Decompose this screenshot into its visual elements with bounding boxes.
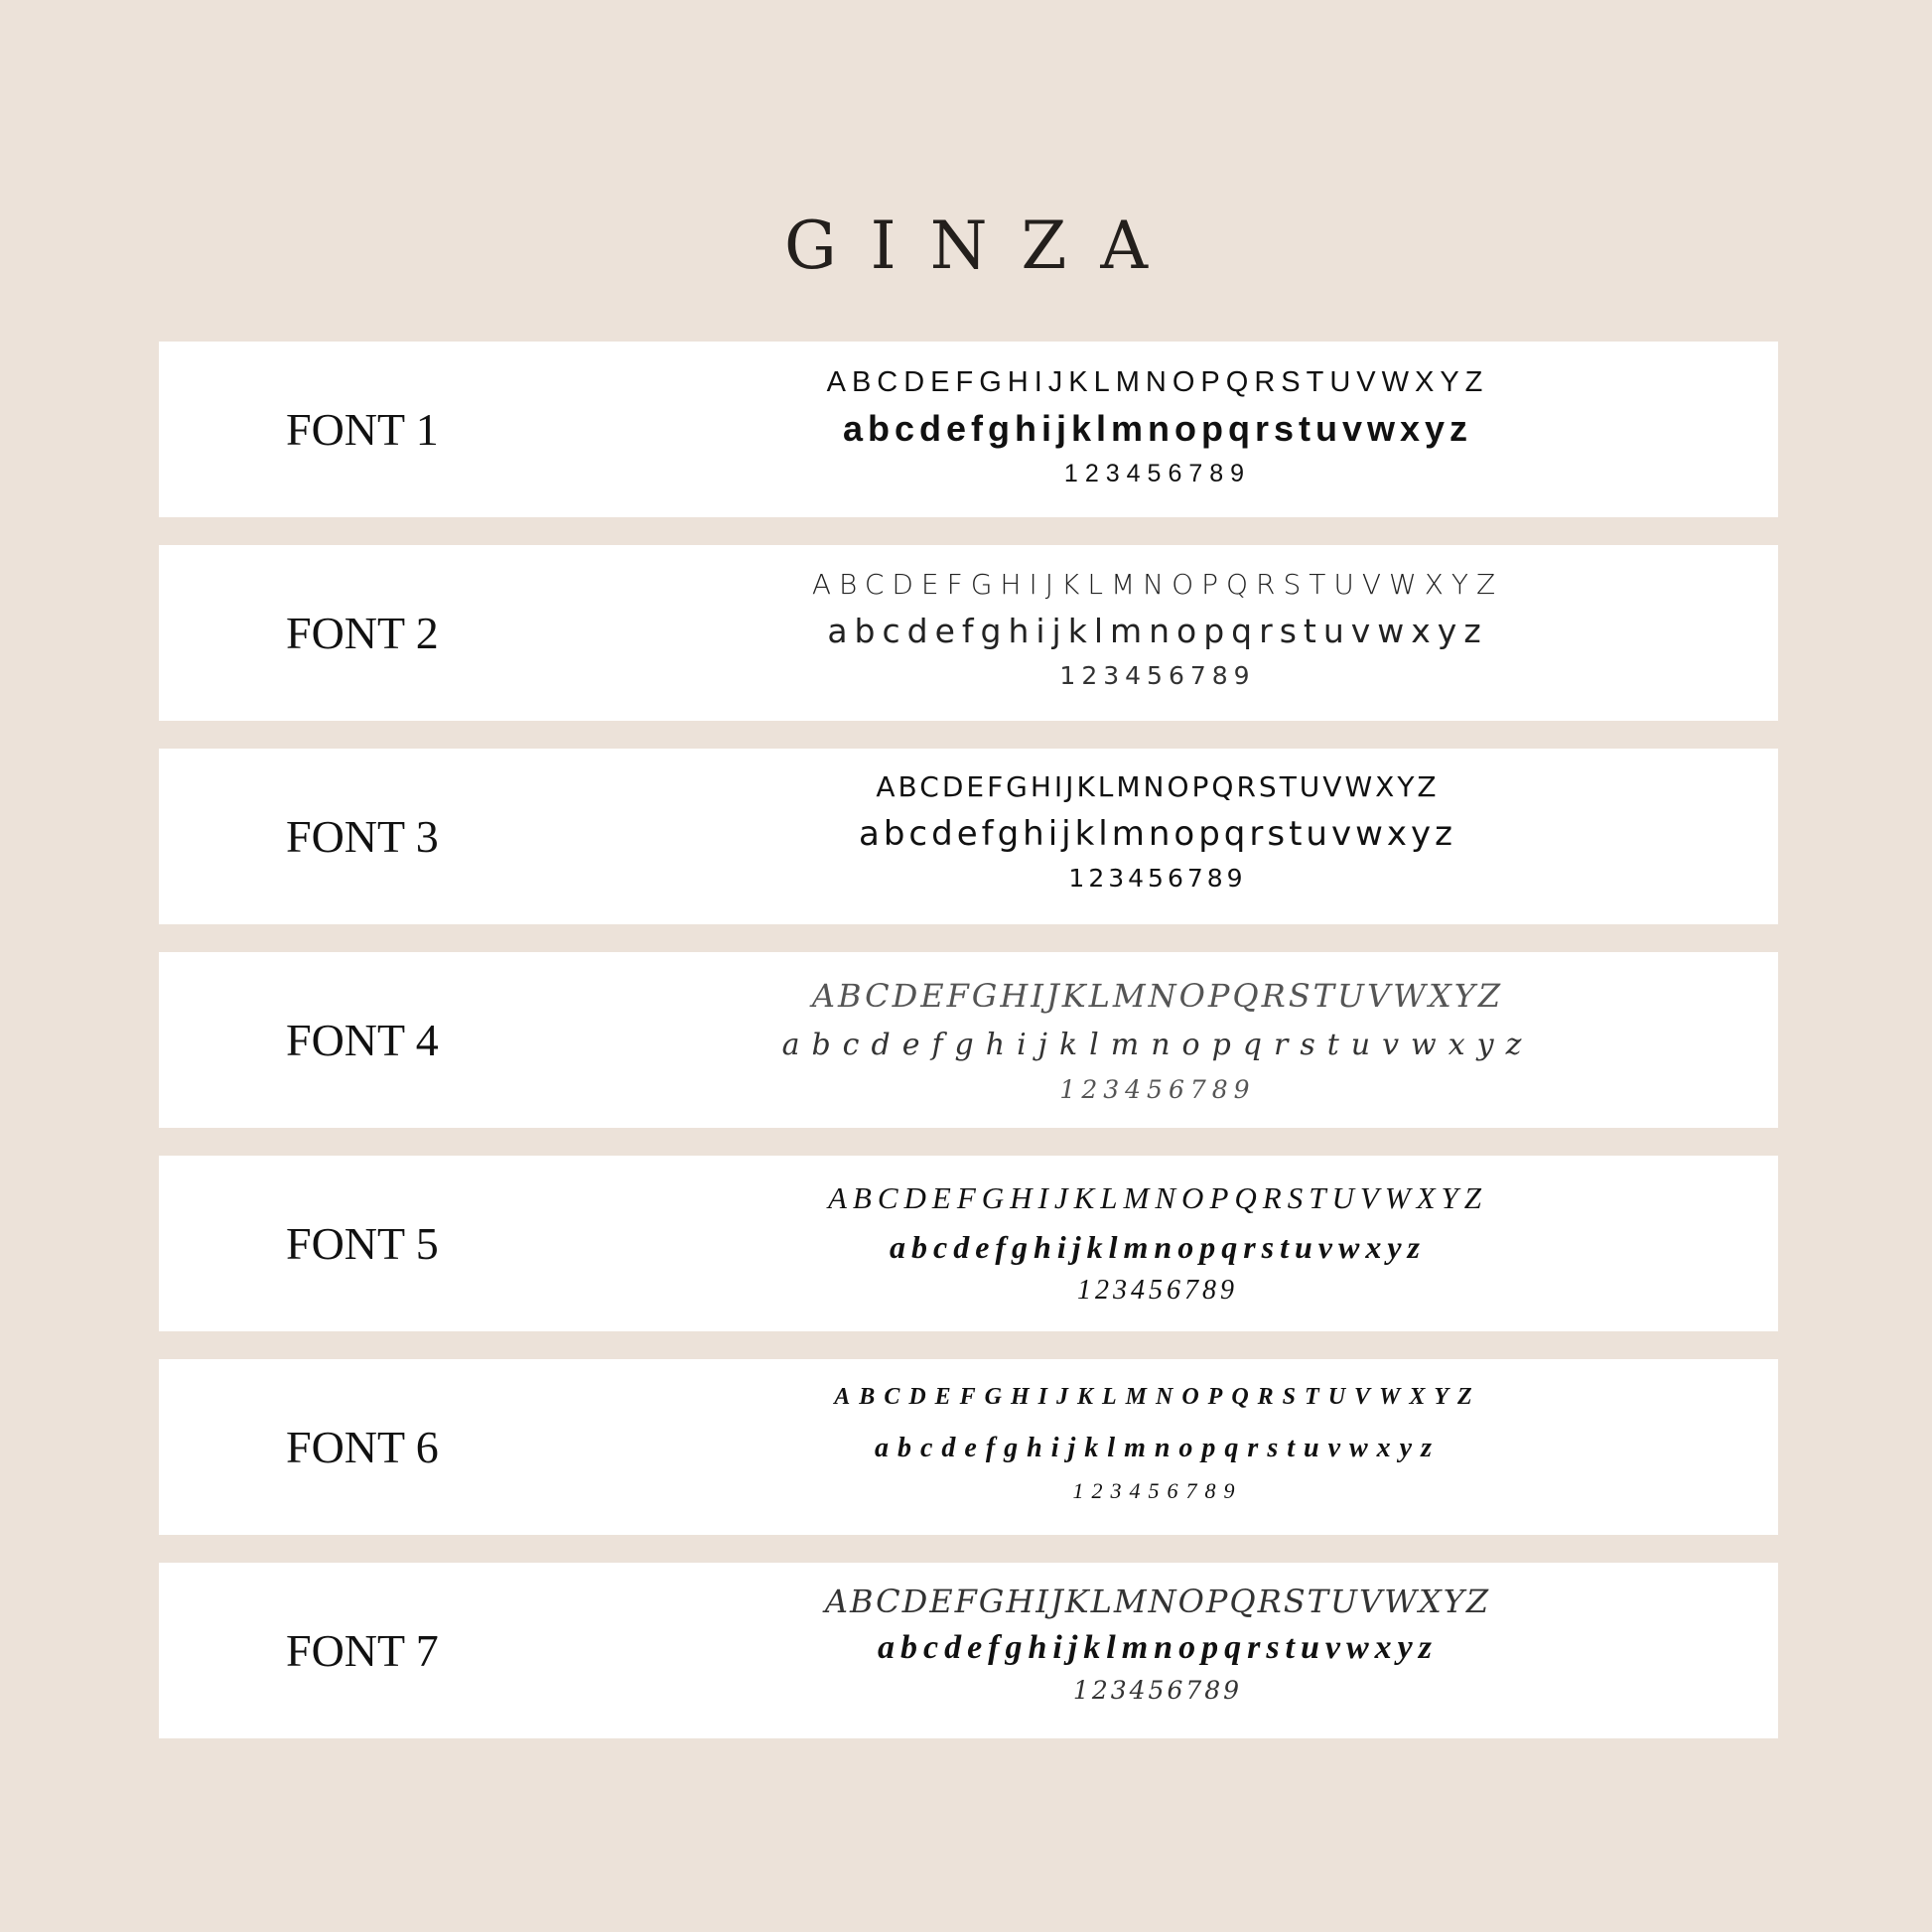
font-label: FONT 5 bbox=[286, 1218, 439, 1269]
font-option-2[interactable] bbox=[159, 545, 1778, 721]
font-option-1[interactable] bbox=[159, 342, 1778, 517]
digits-sample: 123456789 bbox=[1068, 864, 1247, 893]
font-sample bbox=[695, 1175, 1620, 1309]
lowercase-sample: abcdefghijklmnopqrstuvwxyz bbox=[889, 1229, 1426, 1265]
font-label: FONT 6 bbox=[286, 1422, 439, 1472]
lowercase-sample: abcdefghijklmnopqrstuvwxyz bbox=[874, 1433, 1441, 1463]
font-sample bbox=[695, 972, 1620, 1109]
digits-sample: 123456789 bbox=[1063, 460, 1252, 487]
font-sample bbox=[695, 1371, 1620, 1508]
font-option-3[interactable] bbox=[159, 749, 1778, 924]
font-option-5[interactable] bbox=[159, 1156, 1778, 1331]
digits-sample: 123456789 bbox=[1059, 661, 1256, 690]
font-sample bbox=[695, 359, 1620, 494]
lowercase-sample: abcdefghijklmnopqrstuvwxyz bbox=[781, 1028, 1534, 1062]
digits-sample: 123456789 bbox=[1072, 1478, 1243, 1503]
font-sample bbox=[695, 764, 1620, 899]
uppercase-sample: ABCDEFGHIJKLMNOPQRSTUVWXYZ bbox=[834, 1384, 1481, 1410]
font-option-7[interactable] bbox=[159, 1563, 1778, 1738]
uppercase-sample: ABCDEFGHIJKLMNOPQRSTUVWXYZ bbox=[811, 568, 1504, 601]
lowercase-sample: abcdefghijklmnopqrstuvwxyz bbox=[827, 612, 1488, 650]
digits-sample: 123456789 bbox=[1077, 1275, 1238, 1306]
brand-title: GINZA bbox=[783, 207, 1182, 284]
uppercase-sample: ABCDEFGHIJKLMNOPQRSTUVWXYZ bbox=[824, 1583, 1491, 1620]
font-sample bbox=[695, 562, 1620, 697]
uppercase-sample: ABCDEFGHIJKLMNOPQRSTUVWXYZ bbox=[827, 1180, 1488, 1215]
font-label: FONT 2 bbox=[286, 608, 439, 658]
lowercase-sample: abcdefghijklmnopqrstuvwxyz bbox=[842, 408, 1473, 449]
font-label: FONT 3 bbox=[286, 811, 439, 862]
font-option-6[interactable] bbox=[159, 1359, 1778, 1535]
digits-sample: 123456789 bbox=[1059, 1075, 1256, 1104]
lowercase-sample: abcdefghijklmnopqrstuvwxyz bbox=[859, 814, 1456, 854]
font-sample bbox=[695, 1579, 1620, 1710]
uppercase-sample: ABCDEFGHIJKLMNOPQRSTUVWXYZ bbox=[826, 366, 1489, 398]
uppercase-sample: ABCDEFGHIJKLMNOPQRSTUVWXYZ bbox=[811, 977, 1504, 1015]
font-label: FONT 1 bbox=[286, 404, 439, 455]
uppercase-sample: ABCDEFGHIJKLMNOPQRSTUVWXYZ bbox=[876, 770, 1440, 803]
font-label: FONT 4 bbox=[286, 1015, 439, 1065]
lowercase-sample: abcdefghijklmnopqrstuvwxyz bbox=[877, 1629, 1439, 1666]
font-label: FONT 7 bbox=[286, 1625, 439, 1676]
digits-sample: 123456789 bbox=[1072, 1676, 1243, 1705]
font-option-4[interactable] bbox=[159, 952, 1778, 1128]
